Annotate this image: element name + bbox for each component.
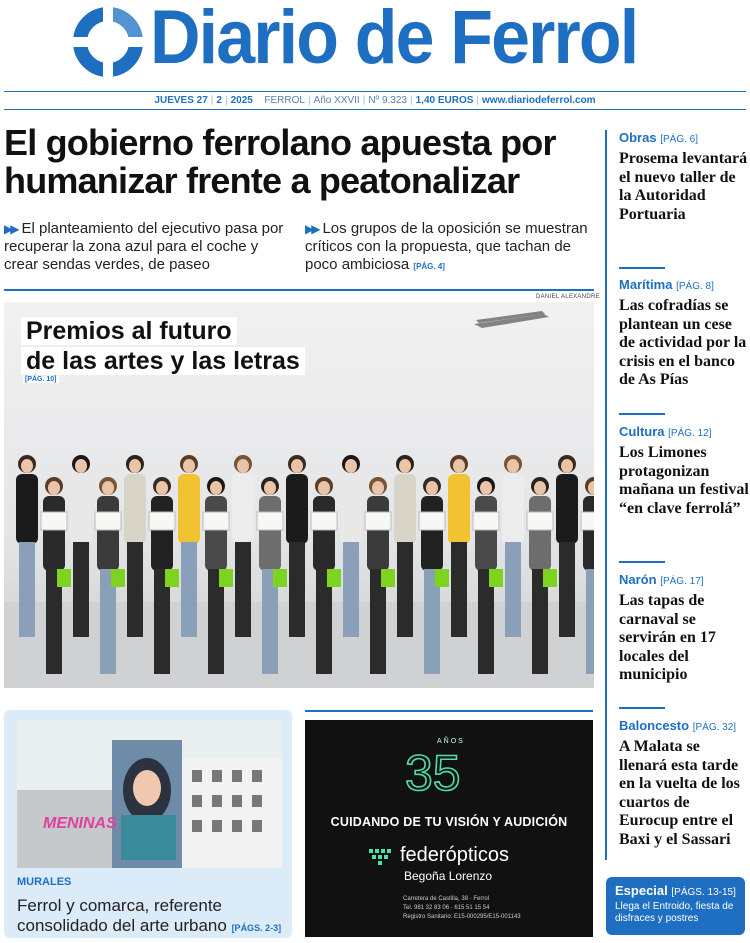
person-body bbox=[502, 474, 524, 544]
page-ref: [PÁG. 4] bbox=[413, 262, 445, 271]
sidebar-rule bbox=[605, 130, 607, 860]
person-legs bbox=[19, 542, 35, 637]
diploma bbox=[581, 512, 594, 530]
person-legs bbox=[451, 542, 467, 637]
diploma bbox=[257, 512, 283, 530]
dateline-number: Nº 9.323 bbox=[368, 95, 407, 106]
ad-35-logo bbox=[397, 742, 501, 798]
diploma bbox=[311, 512, 337, 530]
person-body bbox=[43, 496, 65, 571]
ad-address-block: Carretera de Castilla, 38 · Ferrol Tel. 981 32 83 06 · 615 51 15 54 Registro Sanitario: E15-000295/E15-001143 bbox=[403, 896, 521, 920]
section-label: Cultura [PÁG. 12] bbox=[619, 424, 712, 439]
gift-bag bbox=[543, 569, 557, 587]
especial-page: [PÁGS. 13-15] bbox=[671, 887, 736, 898]
lead-subhead-2: ▶▶ Los grupos de la oposición se muestran críticos con la propuesta, que tachan de poco ambiciosa [PÁG. 4] bbox=[305, 220, 588, 273]
person-body bbox=[16, 474, 38, 544]
mural-word: MENINAS bbox=[43, 815, 117, 832]
date-year: 2025 bbox=[230, 95, 253, 106]
section-label: Obras [PÁG. 6] bbox=[619, 130, 698, 145]
person-body bbox=[583, 496, 594, 571]
person-face bbox=[129, 459, 141, 473]
person-body bbox=[259, 496, 281, 571]
person-face bbox=[75, 459, 87, 473]
gift-bag bbox=[435, 569, 449, 587]
divider bbox=[619, 561, 665, 563]
masthead-title[interactable]: Diario de Ferrol bbox=[150, 0, 638, 80]
person-body bbox=[340, 474, 362, 544]
person-body bbox=[124, 474, 146, 544]
person-face bbox=[507, 459, 519, 473]
sidebar-headline[interactable]: Las tapas de carnaval se servirán en 17 locales del municipio bbox=[619, 592, 716, 683]
divider bbox=[305, 710, 593, 712]
person-legs bbox=[559, 542, 575, 637]
ad-slogan: CUIDANDO DE TU VISIÓN Y AUDICIÓN bbox=[330, 815, 568, 829]
dateline-city: FERROL bbox=[264, 95, 305, 106]
person-face bbox=[345, 459, 357, 473]
lead-subhead-1: ▶▶ El planteamiento del ejecutivo pasa por recuperar la zona azul para el coche y crear sendas verdes, de paseo bbox=[4, 220, 284, 273]
gift-bag bbox=[57, 569, 71, 587]
person-body bbox=[448, 474, 470, 544]
mural-illustration bbox=[17, 720, 282, 868]
diploma bbox=[419, 512, 445, 530]
person-face bbox=[210, 481, 222, 495]
dateline-url[interactable]: www.diariodeferrol.com bbox=[482, 95, 596, 106]
person-body bbox=[232, 474, 254, 544]
person-face bbox=[318, 481, 330, 495]
person-face bbox=[237, 459, 249, 473]
date-day: JUEVES 27 bbox=[154, 95, 208, 106]
person-body bbox=[367, 496, 389, 571]
person-face bbox=[453, 459, 465, 473]
ad-brand: federópticos bbox=[400, 844, 509, 866]
person-legs bbox=[289, 542, 305, 637]
divider bbox=[619, 707, 665, 709]
ad-person: Begoña Lorenzo bbox=[404, 869, 493, 883]
section-label: Narón [PÁG. 17] bbox=[619, 572, 704, 587]
sidebar-story-cultura[interactable] bbox=[619, 424, 749, 518]
ad-anos: AÑOS bbox=[437, 738, 465, 745]
sidebar-headline[interactable]: A Malata se llenará esta tarde en la vuelta de los cuartos de Eurocup entre el Baxi y el Sassari bbox=[619, 738, 740, 848]
section-label: Baloncesto [PÁG. 32] bbox=[619, 718, 737, 733]
murales-headline[interactable]: Ferrol y comarca, referente consolidado del arte urbano [PÁGS. 2-3] bbox=[17, 896, 282, 935]
gift-bag bbox=[165, 569, 179, 587]
double-triangle-icon: ▶▶ bbox=[305, 222, 318, 236]
gift-bag bbox=[111, 569, 125, 587]
person-face bbox=[399, 459, 411, 473]
mural-photo[interactable] bbox=[17, 720, 282, 868]
diploma bbox=[203, 512, 229, 530]
person-legs bbox=[586, 569, 594, 674]
murales-box[interactable] bbox=[4, 710, 292, 938]
diploma bbox=[149, 512, 175, 530]
gift-bag bbox=[327, 569, 341, 587]
diploma bbox=[95, 512, 121, 530]
person-face bbox=[426, 481, 438, 495]
logo-icon bbox=[72, 6, 144, 78]
photo-credit: DANIEL ALEXANDRE bbox=[536, 294, 600, 300]
sidebar-headline[interactable]: Los Limones protagonizan mañana un festival “en clave ferrolá” bbox=[619, 444, 749, 517]
person-face bbox=[264, 481, 276, 495]
sidebar-story-baloncesto[interactable] bbox=[619, 718, 749, 849]
main-photo[interactable] bbox=[4, 302, 594, 688]
gift-bag bbox=[489, 569, 503, 587]
photo-page-ref: [PÁG. 10] bbox=[25, 376, 57, 383]
person-legs bbox=[505, 542, 521, 637]
lead-headline[interactable]: El gobierno ferrolano apuesta por humanizar frente a peatonalizar bbox=[4, 122, 556, 201]
person-body bbox=[556, 474, 578, 544]
person-body bbox=[205, 496, 227, 571]
person-body bbox=[97, 496, 119, 571]
person-legs bbox=[127, 542, 143, 637]
divider bbox=[619, 413, 665, 415]
person-face bbox=[534, 481, 546, 495]
person-face bbox=[48, 481, 60, 495]
advertisement[interactable] bbox=[305, 720, 593, 937]
person-legs bbox=[343, 542, 359, 637]
person-body bbox=[286, 474, 308, 544]
person-legs bbox=[181, 542, 197, 637]
section-label: Marítima [PÁG. 8] bbox=[619, 277, 714, 292]
person-face bbox=[372, 481, 384, 495]
person-face bbox=[156, 481, 168, 495]
dateline: JUEVES 27 | 2 | 2025 FERROL | Año XXVII | Nº 9.323 | 1,40 EUROS | www.diariodeferrol.com bbox=[4, 91, 746, 110]
person-face bbox=[561, 459, 573, 473]
sidebar-headline[interactable]: Prosema levantará el nuevo taller de la Autoridad Portuaria bbox=[619, 150, 748, 223]
person-body bbox=[178, 474, 200, 544]
svg-text:35: 35 bbox=[405, 745, 461, 798]
person-body bbox=[70, 474, 92, 544]
person-body bbox=[313, 496, 335, 571]
sidebar-story-obras[interactable] bbox=[619, 130, 749, 224]
divider bbox=[4, 289, 594, 291]
diploma bbox=[365, 512, 391, 530]
federopticos-logo-icon bbox=[369, 847, 397, 865]
divider bbox=[619, 267, 665, 269]
especial-box[interactable] bbox=[606, 877, 745, 935]
gift-bag bbox=[219, 569, 233, 587]
especial-text: Llega el Entroido, fiesta de disfraces y postres bbox=[615, 901, 734, 924]
person-face bbox=[291, 459, 303, 473]
especial-section: Especial bbox=[615, 883, 668, 898]
double-triangle-icon: ▶▶ bbox=[4, 222, 17, 236]
diploma bbox=[41, 512, 67, 530]
person-body bbox=[394, 474, 416, 544]
sidebar-headline[interactable]: Las cofradías se plantean un cese de actividad por la crisis en el banco de As Pías bbox=[619, 297, 747, 388]
diploma bbox=[527, 512, 553, 530]
masthead bbox=[0, 0, 750, 92]
person-legs bbox=[73, 542, 89, 637]
person-body bbox=[529, 496, 551, 571]
gift-bag bbox=[273, 569, 287, 587]
person-face bbox=[21, 459, 33, 473]
person-body bbox=[421, 496, 443, 571]
sidebar-story-naron[interactable] bbox=[619, 572, 749, 685]
photo-title[interactable]: Premios al futuro de las artes y las letras bbox=[21, 317, 305, 377]
gift-bag bbox=[381, 569, 395, 587]
person-body bbox=[151, 496, 173, 571]
person-legs bbox=[235, 542, 251, 637]
person-body bbox=[475, 496, 497, 571]
diploma bbox=[473, 512, 499, 530]
dateline-price: 1,40 EUROS bbox=[415, 95, 474, 106]
person-face bbox=[102, 481, 114, 495]
dateline-volume: Año XXVII bbox=[313, 95, 360, 106]
date-month: 2 bbox=[216, 95, 222, 106]
person-face bbox=[183, 459, 195, 473]
murales-section: MURALES bbox=[17, 876, 72, 888]
person-face bbox=[480, 481, 492, 495]
sidebar-story-maritima[interactable] bbox=[619, 277, 749, 390]
person-legs bbox=[397, 542, 413, 637]
